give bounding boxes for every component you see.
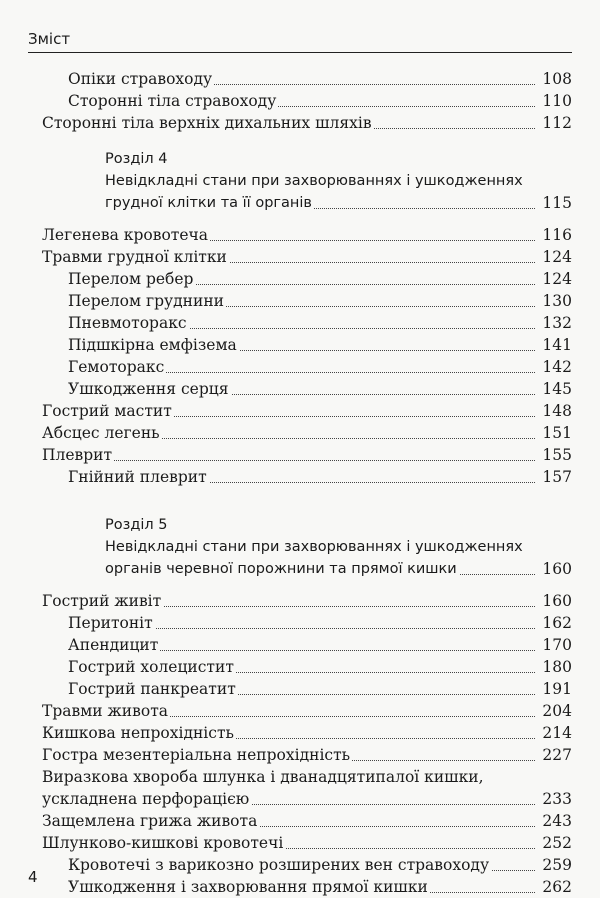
toc-entry-label: Травми грудної клітки (42, 248, 227, 266)
toc-entry-page: 252 (542, 834, 572, 852)
toc-entry[interactable] (0, 854, 600, 876)
section-4-entries (0, 224, 600, 488)
toc-entry-label: Гемоторакс (68, 358, 165, 376)
toc-entry[interactable] (0, 656, 600, 678)
section-5-title-line2: органів черевної порожнини та прямої кишки (105, 558, 459, 580)
section-4-title-line2: грудної клітки та її органів (105, 192, 314, 214)
section-4-title (0, 170, 600, 214)
toc-entry-label: Апендицит (68, 636, 159, 654)
toc-entry-wrapped-page: 233 (542, 790, 572, 808)
toc-entry-label: Підшкірна емфізема (68, 336, 237, 354)
toc-entry[interactable] (0, 700, 600, 722)
toc-entry[interactable] (0, 722, 600, 744)
toc-entry[interactable] (0, 268, 600, 290)
toc-entry-label: Гостра мезентеріальна непрохідність (42, 746, 351, 764)
toc-entry-label: Опіки стравоходу (68, 70, 213, 88)
toc-entry[interactable] (0, 356, 600, 378)
toc-entry[interactable] (0, 810, 600, 832)
toc-entry-page: 157 (542, 468, 572, 486)
section-4-title-line1: Невідкладні стани при захворюваннях і ушкодженнях (105, 173, 523, 189)
toc-entry-page: 116 (542, 226, 572, 244)
toc-entry[interactable] (0, 832, 600, 854)
section-5-entries-after (0, 810, 600, 898)
running-header: Зміст (28, 30, 71, 48)
toc-entry-label: Сторонні тіла верхніх дихальних шляхів (42, 114, 372, 132)
toc-entry[interactable] (0, 246, 600, 268)
toc-entry-page: 124 (542, 248, 572, 266)
toc-entry-label: Сторонні тіла стравоходу (68, 92, 277, 110)
toc-entry-page: 191 (542, 680, 572, 698)
toc-entry-label: Пневмоторакс (68, 314, 187, 332)
toc-entry[interactable] (0, 744, 600, 766)
toc-entry-page: 259 (542, 856, 572, 874)
toc-entry-page: 108 (542, 70, 572, 88)
toc-entry-page: 180 (542, 658, 572, 676)
toc-entry[interactable] (0, 290, 600, 312)
header-rule (28, 52, 572, 53)
section-5-label: Розділ 5 (105, 517, 168, 533)
toc-entry-wrapped-line1: Виразкова хвороба шлунка і дванадцятипалої кишки, (42, 768, 484, 786)
toc-entry[interactable] (0, 634, 600, 656)
toc-entry-label: Легенева кровотеча (42, 226, 209, 244)
toc-entry-page: 142 (542, 358, 572, 376)
toc-entry-page: 141 (542, 336, 572, 354)
toc-entry-page: 155 (542, 446, 572, 464)
toc-entry[interactable] (0, 90, 600, 112)
toc-entry-wrapped-line2: ускладнена перфорацією (42, 790, 250, 808)
toc-entry-page: 132 (542, 314, 572, 332)
toc-entry-label: Гострий мастит (42, 402, 172, 420)
toc-entry[interactable] (0, 334, 600, 356)
toc-entry-page: 145 (542, 380, 572, 398)
toc-entry-label: Травми живота (42, 702, 169, 720)
section-5-title-line1: Невідкладні стани при захворюваннях і ушкодженнях (105, 539, 523, 555)
toc-entry-label: Ушкодження і захворювання прямої кишки (68, 878, 428, 896)
toc-entry-page: 227 (542, 746, 572, 764)
toc-entry-label: Перитоніт (68, 614, 153, 632)
toc-entry-label: Гострий панкреатит (68, 680, 236, 698)
toc-entry-label: Перелом ребер (68, 270, 194, 288)
toc-entry-label: Гнійний плеврит (68, 468, 207, 486)
toc-entry[interactable] (0, 312, 600, 334)
toc-entry-page: 262 (542, 878, 572, 896)
toc-entry[interactable] (0, 444, 600, 466)
toc-entry[interactable] (0, 612, 600, 634)
section-5-title (0, 536, 600, 580)
toc-entry-page: 130 (542, 292, 572, 310)
toc-entry[interactable] (0, 678, 600, 700)
toc-entry[interactable] (0, 68, 600, 90)
toc-entry-page: 151 (542, 424, 572, 442)
toc-entry-label: Гострий живіт (42, 592, 162, 610)
section-4-label: Розділ 4 (105, 151, 168, 167)
page-number: 4 (28, 868, 38, 886)
toc-entry-page: 110 (542, 92, 572, 110)
toc-entry-page: 148 (542, 402, 572, 420)
toc-entry-label: Защемлена грижа живота (42, 812, 258, 830)
toc-entry-page: 243 (542, 812, 572, 830)
toc-entry-label: Кровотечі з варикозно розширених вен стравоходу (68, 856, 490, 874)
toc-entry[interactable] (0, 378, 600, 400)
toc-entry-page: 112 (542, 114, 572, 132)
section-5-entries (0, 590, 600, 766)
toc-entry-wrapped[interactable] (0, 766, 600, 810)
toc-entry-label: Ушкодження серця (68, 380, 229, 398)
toc-entry-label: Шлунково-кишкові кровотечі (42, 834, 284, 852)
toc-entry-label: Перелом груднини (68, 292, 224, 310)
section-4-page: 115 (542, 194, 572, 212)
toc-entry-page: 170 (542, 636, 572, 654)
dot-leader (42, 444, 535, 461)
toc-entry-label: Кишкова непрохідність (42, 724, 234, 742)
toc-entry[interactable] (0, 590, 600, 612)
toc-entry-page: 124 (542, 270, 572, 288)
toc-entry-page: 214 (542, 724, 572, 742)
toc-entry[interactable] (0, 466, 600, 488)
toc-entry[interactable] (0, 224, 600, 246)
toc-entry-label: Гострий холецистит (68, 658, 234, 676)
toc-entry[interactable] (0, 422, 600, 444)
toc-entry-page: 204 (542, 702, 572, 720)
toc-entry[interactable] (0, 112, 600, 134)
toc-entry-page: 160 (542, 592, 572, 610)
toc-entry-label: Плеврит (42, 446, 113, 464)
toc-entry-label: Абсцес легень (42, 424, 160, 442)
toc-entry-page: 162 (542, 614, 572, 632)
toc-entry[interactable] (0, 400, 600, 422)
top-entries (0, 68, 600, 134)
section-5-page: 160 (542, 560, 572, 578)
table-of-contents (0, 68, 600, 898)
